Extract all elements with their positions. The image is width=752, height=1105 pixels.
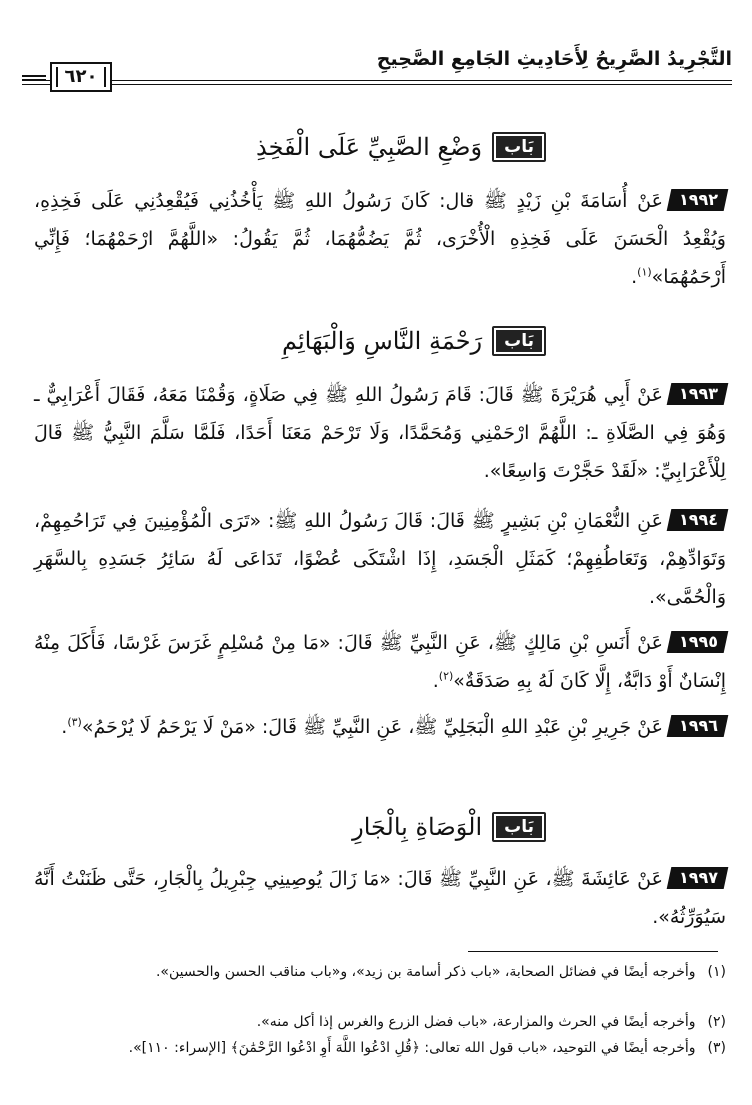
chapter-badge: بَاب (492, 812, 546, 842)
hadith-number: ١٩٩٤ (667, 509, 729, 531)
hadith-number: ١٩٩٣ (667, 383, 729, 405)
hadith-1992: ١٩٩٢عَنْ أُسَامَةَ بْنِ زَيْدٍ ﷺ قال: كَانَ رَسُولُ اللهِ ﷺ يَأْخُذُنِي فَيُقْعِدُنِي عَلَى فَخِذِهِ، وَيُقْعِدُ الْحَسَنَ عَلَى فَخِذِهِ الْأُخْرَى، ثُمَّ يَضُمُّهُمَا، ثُمَّ يَقُولُ: «اللَّهُمَّ ارْحَمْهُمَا؛ فَإِنِّي أَرْحَمُهُمَا»$^{(١)}$. (34, 182, 726, 296)
footnote-3 (34, 1036, 726, 1060)
hadith-1996: ١٩٩٦عَنْ جَرِيرِ بْنِ عَبْدِ اللهِ الْبَجَلِيِّ ﷺ، عَنِ النَّبِيِّ ﷺ قَالَ: «مَنْ لَا يَرْحَمُ لَا يُرْحَمُ»$^{(٣)}$. (34, 708, 726, 746)
footnote-ref: (٣) (67, 715, 82, 729)
footnote-number: (٣) (707, 1040, 726, 1056)
footnote-divider (468, 951, 718, 952)
hadith-1997 (34, 860, 726, 936)
header-rule (22, 84, 732, 85)
footnote-ref: (٢) (438, 669, 454, 683)
footnote-ref: (١) (637, 265, 652, 279)
footnote-number: (٢) (707, 1014, 726, 1030)
hadith-text: عَنْ أُسَامَةَ بْنِ زَيْدٍ ﷺ قال: كَانَ رَسُولُ اللهِ ﷺ يَأْخُذُنِي فَيُقْعِدُنِي عَلَى فَخِذِهِ، وَيُقْعِدُ الْحَسَنَ عَلَى فَخِذِهِ الْأُخْرَى، ثُمَّ يَضُمُّهُمَا، ثُمَّ يَقُولُ: «اللَّهُمَّ ارْحَمْهُمَا؛ فَإِنِّي أَرْحَمُهُمَا» (34, 190, 726, 288)
hadith-text: عَنْ أَبِي هُرَيْرَةَ ﷺ قَالَ: قَامَ رَسُولُ اللهِ ﷺ فِي صَلَاةٍ، وَقُمْنَا مَعَهُ، فَقَالَ أَعْرَابِيٌّ ـ وَهُوَ فِي الصَّلَاةِ ـ: اللَّهُمَّ ارْحَمْنِي وَمُحَمَّدًا، وَلَا تَرْحَمْ مَعَنَا أَحَدًا، فَلَمَّا سَلَّمَ النَّبِيُّ ﷺ قَالَ لِلْأَعْرَابِيِّ: «لَقَدْ حَجَّرْتَ وَاسِعًا». (34, 384, 726, 482)
hadith-1993 (34, 376, 726, 490)
footnote-text: وأخرجه أيضًا في فضائل الصحابة، «باب ذكر أسامة بن زيد»، و«باب مناقب الحسن والحسين». (155, 964, 696, 980)
chapter-title: رَحْمَةِ النَّاسِ وَالْبَهَائِمِ (282, 327, 483, 355)
footnote-text: وأخرجه أيضًا في التوحيد، «باب قول الله تعالى: ﴿قُلِ ادْعُوا اللَّهَ أَوِ ادْعُوا الرَّحْمَٰنَ﴾ [الإسراء: ١١٠]». (128, 1040, 696, 1056)
hadith-text: عَنْ عَائِشَةَ ﷺ، عَنِ النَّبِيِّ ﷺ قَالَ: «مَا زَالَ يُوصِينِي جِبْرِيلُ بِالْجَارِ، حَتَّى ظَنَنْتُ أَنَّهُ سَيُوَرِّثُهُ». (34, 868, 726, 928)
running-title: التَّجْرِيدُ الصَّرِيحُ لِأَحَادِيثِ الجَامِعِ الصَّحِيحِ (376, 48, 732, 70)
chapter-badge: بَاب (492, 132, 546, 162)
footnote-text: وأخرجه أيضًا في الحرث والمزارعة، «باب فضل الزرع والغرس إذا أكل منه». (256, 1014, 696, 1030)
hadith-1994 (34, 502, 726, 616)
hadith-text: عَنْ جَرِيرِ بْنِ عَبْدِ اللهِ الْبَجَلِيِّ ﷺ، عَنِ النَّبِيِّ ﷺ قَالَ: «مَنْ لَا يَرْحَمُ لَا يُرْحَمُ» (81, 716, 663, 738)
hadith-1995: ١٩٩٥عَنْ أَنَسِ بْنِ مَالِكٍ ﷺ، عَنِ النَّبِيِّ ﷺ قَالَ: «مَا مِنْ مُسْلِمٍ غَرَسَ غَرْسًا، فَأَكَلَ مِنْهُ إِنْسَانٌ أَوْ دَابَّةٌ، إِلَّا كَانَ لَهُ بِهِ صَدَقَةٌ»$^{(٢)}$. (34, 624, 726, 700)
header-ornament (22, 74, 46, 81)
hadith-text: عَنْ أَنَسِ بْنِ مَالِكٍ ﷺ، عَنِ النَّبِيِّ ﷺ قَالَ: «مَا مِنْ مُسْلِمٍ غَرَسَ غَرْسًا، فَأَكَلَ مِنْهُ إِنْسَانٌ أَوْ دَابَّةٌ، إِلَّا كَانَ لَهُ بِهِ صَدَقَةٌ» (34, 632, 726, 692)
footnote-2 (34, 1010, 726, 1034)
chapter-title: وَضْعِ الصَّبِيِّ عَلَى الْفَخِذِ (255, 133, 483, 161)
chapter-heading (352, 812, 546, 842)
hadith-number: ١٩٩٦ (667, 715, 729, 737)
chapter-heading (256, 132, 546, 162)
chapter-title: الْوَصَاةِ بِالْجَارِ (352, 813, 483, 841)
footnote-number: (١) (707, 964, 726, 980)
footnote-1 (34, 960, 726, 984)
page-header (22, 44, 732, 96)
header-rule (22, 80, 732, 81)
hadith-number: ١٩٩٧ (667, 867, 729, 889)
hadith-number: ١٩٩٢ (667, 189, 729, 211)
page-number: ٦٢٠ (50, 62, 112, 92)
hadith-text: عَنِ النُّعْمَانِ بْنِ بَشِيرٍ ﷺ قَالَ: قَالَ رَسُولُ اللهِ ﷺ: «تَرَى الْمُؤْمِنِينَ فِي تَرَاحُمِهِمْ، وَتَوَادِّهِمْ، وَتَعَاطُفِهِمْ؛ كَمَثَلِ الْجَسَدِ، إِذَا اشْتَكَى عُضْوًا، تَدَاعَى لَهُ سَائِرُ جَسَدِهِ بِالسَّهَرِ وَالْحُمَّى». (34, 510, 726, 608)
chapter-badge: بَاب (492, 326, 546, 356)
chapter-heading (282, 326, 546, 356)
hadith-number: ١٩٩٥ (667, 631, 729, 653)
